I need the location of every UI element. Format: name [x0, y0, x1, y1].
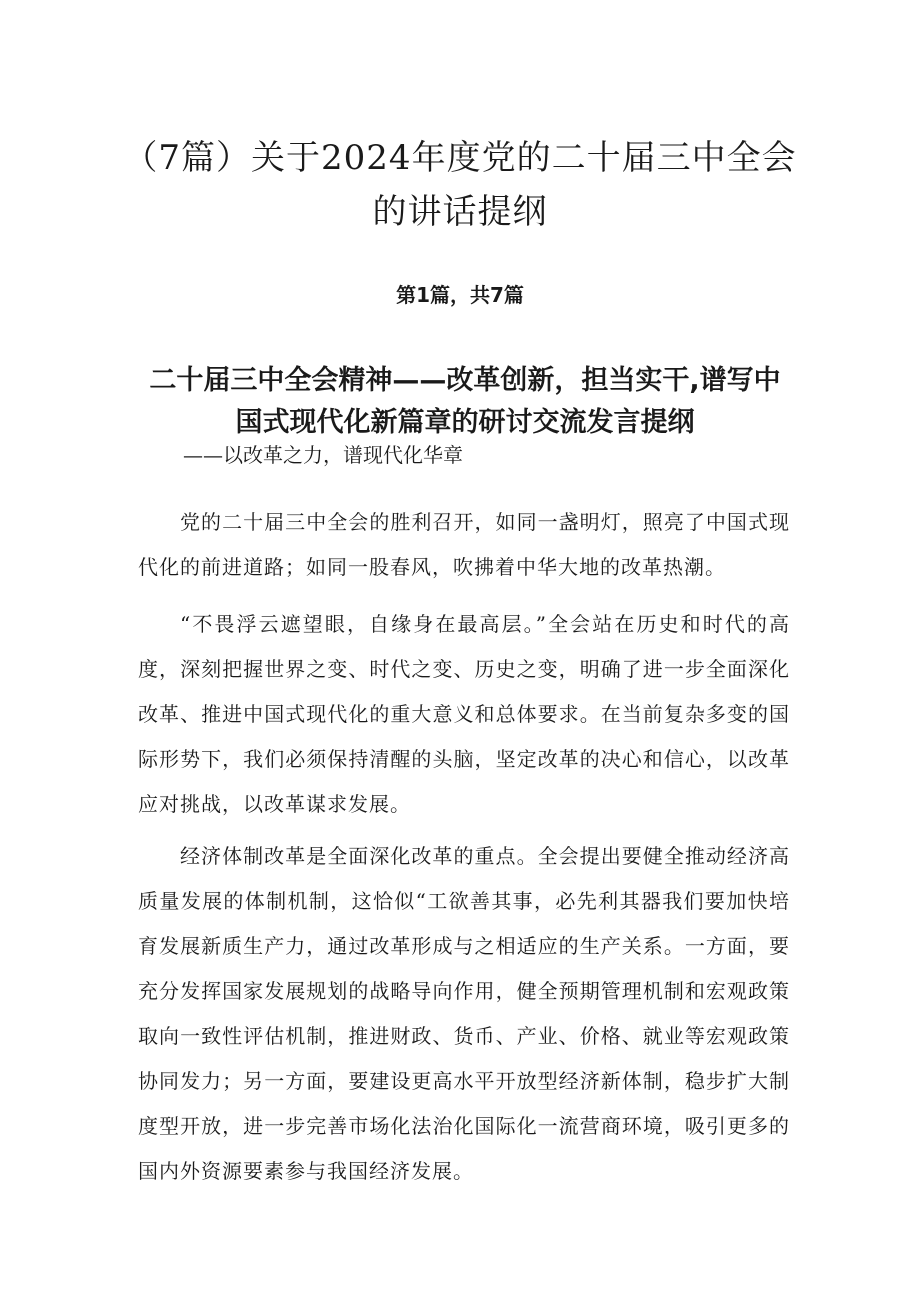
part-label: 第1篇，共7篇: [396, 283, 524, 307]
section-subtitle: ——以改革之力，谱现代化华章: [183, 443, 463, 467]
body-paragraph: 经济体制改革是全面深化改革的重点。全会提出要健全推动经济高质量发展的体制机制，这恰似“工欲善其事，必先利其器我们要加快培育发展新质生产力，通过改革形成与之相适应的生产关系。一方面，要充分发挥国家发展规划的战略导向作用，健全预期管理机制和宏观政策取向一致性评估机制，推进财政、货币、产业、价格、就业等宏观政策协同发力；另一方面，要建设更高水平开放型经济新体制，稳步扩大制度型开放，进一步完善市场化法治化国际化一流营商环境，吸引更多的国内外资源要素参与我国经济发展。: [138, 844, 790, 1183]
body-paragraph: “不畏浮云遮望眼，自缘身在最高层。”全会站在历史和时代的高度，深刻把握世界之变、时代之变、历史之变，明确了进一步全面深化改革、推进中国式现代化的重大意义和总体要求。在当前复杂多变的国际形势下，我们必须保持清醒的头脑，坚定改革的决心和信心，以改革应对挑战，以改革谋求发展。: [138, 612, 790, 816]
body-paragraph: 党的二十届三中全会的胜利召开，如同一盏明灯，照亮了中国式现代化的前进道路；如同一股春风，吹拂着中华大地的改革热潮。: [138, 510, 790, 579]
document-title: （7篇）关于2024年度党的二十届三中全会的讲话提纲: [123, 137, 797, 232]
section-title: 二十届三中全会精神——改革创新，担当实干,谱写中国式现代化新篇章的研讨交流发言提纲: [149, 365, 781, 439]
